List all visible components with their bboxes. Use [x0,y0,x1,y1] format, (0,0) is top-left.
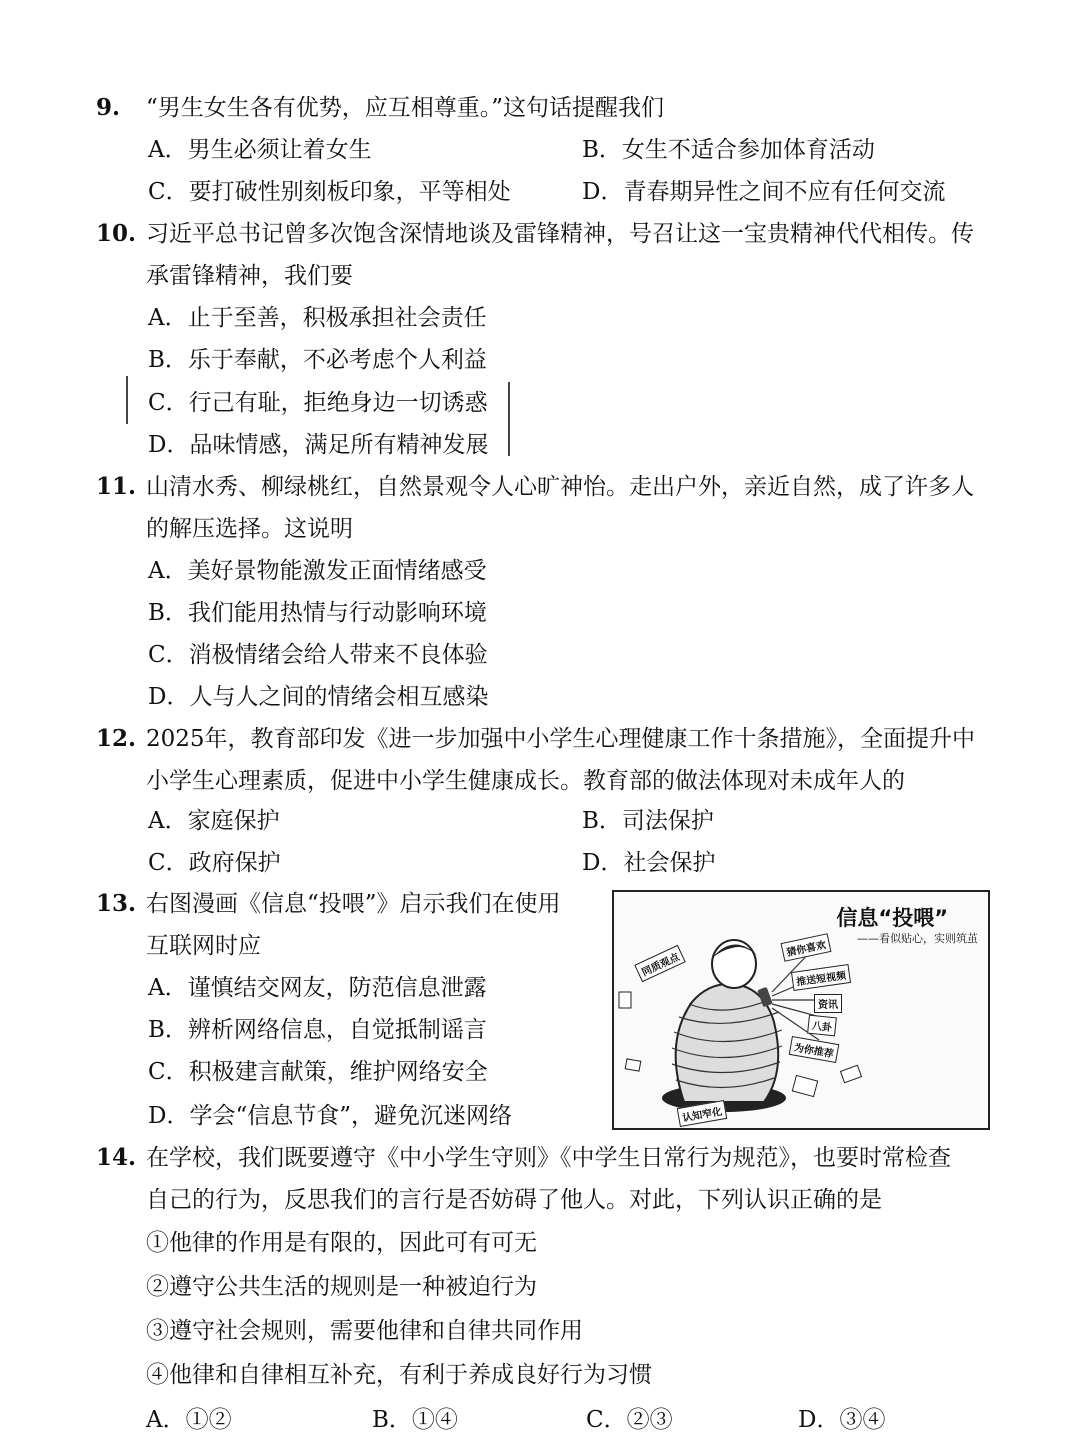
question-9-number: 9. [96,94,121,121]
question-10-stem-line-1: 习近平总书记曾多次饱含深情地谈及雷锋精神，号召让这一宝贵精神代代相传。传 [146,221,974,247]
question-10-option-b: B．乐于奉献，不必考虑个人利益 [148,347,487,373]
question-14-statement-2: ②遵守公共生活的规则是一种被迫行为 [146,1274,537,1300]
comic-tag-homogeneous-views: 同质观点 [634,945,686,983]
comic-tag-news: 资讯 [814,994,842,1013]
question-10-option-c: C．行己有耻，拒绝身边一切诱惑 [148,390,488,416]
question-12-option-a: A．家庭保护 [148,808,280,834]
question-9-option-d: D．青春期异性之间不应有任何交流 [582,179,946,205]
question-13-stem-line-1: 右图漫画《信息“投喂”》启示我们在使用 [146,891,561,917]
question-11-stem-line-1: 山清水秀、柳绿桃红，自然景观令人心旷神怡。走出户外，亲近自然，成了许多人 [146,474,974,500]
scan-margin-mark-right [508,382,510,456]
question-10-number: 10. [96,220,137,247]
question-9-option-a: A．男生必须让着女生 [148,137,372,163]
question-14-stem-line-1: 在学校，我们既要遵守《中小学生守则》《中学生日常行为规范》，也要时常检查 [146,1145,951,1171]
question-13-stem-line-2: 互联网时应 [146,933,261,959]
question-14-stem-line-2: 自己的行为，反思我们的言行是否妨碍了他人。对此，下列认识正确的是 [146,1187,882,1213]
question-10-stem-line-2: 承雷锋精神，我们要 [146,263,353,289]
comic-tag-guess-you-like: 猜你喜欢 [781,933,832,962]
question-10-option-d: D．品味情感，满足所有精神发展 [148,432,489,458]
question-14-statement-1: ①他律的作用是有限的，因此可有可无 [146,1230,537,1256]
question-14-statement-4: ④他律和自律相互补充，有利于养成良好行为习惯 [146,1362,652,1388]
comic-tag-recommended: 为你推荐 [789,1036,840,1063]
comic-subtitle: ——看似贴心，实则筑茧 [857,932,978,945]
comic-tag-gossip: 八卦 [807,1015,837,1037]
question-14-option-b: B．①④ [372,1407,458,1433]
question-12-stem-line-2: 小学生心理素质，促进中小学生健康成长。教育部的做法体现对未成年人的 [146,768,905,794]
question-11-option-c: C．消极情绪会给人带来不良体验 [148,642,488,668]
question-10-option-a: A．止于至善，积极承担社会责任 [148,305,487,331]
question-13-option-b: B．辨析网络信息，自觉抵制谣言 [148,1017,487,1043]
comic-title: 信息“投喂” [836,906,948,930]
question-9-option-c: C．要打破性别刻板印象，平等相处 [148,179,511,205]
question-13-option-c: C．积极建言献策，维护网络安全 [148,1059,488,1085]
question-12-option-d: D．社会保护 [582,850,716,876]
question-14-option-c: C．②③ [586,1407,673,1433]
question-14-option-d: D．③④ [798,1407,886,1433]
question-13-option-a: A．谨慎结交网友，防范信息泄露 [148,975,487,1001]
question-13-number: 13. [96,890,137,917]
question-12-option-b: B．司法保护 [582,808,714,834]
comic-tag-short-video: 推送短视频 [791,964,851,991]
question-14-statement-3: ③遵守社会规则，需要他律和自律共同作用 [146,1318,583,1344]
question-14-number: 14. [96,1144,137,1171]
question-14-option-a: A．①② [146,1407,232,1433]
comic-information-feeding [612,890,990,1130]
question-9-stem: “男生女生各有优势，应互相尊重。”这句话提醒我们 [146,95,665,121]
question-11-stem-line-2: 的解压选择。这说明 [146,516,353,542]
question-11-option-b: B．我们能用热情与行动影响环境 [148,600,487,626]
question-12-option-c: C．政府保护 [148,850,281,876]
question-12-stem-line-1: 2025年，教育部印发《进一步加强中小学生心理健康工作十条措施》，全面提升中 [146,726,976,752]
question-13-option-d: D．学会“信息节食”，避免沉迷网络 [148,1103,512,1129]
question-12-number: 12. [96,725,137,752]
question-11-number: 11. [96,473,137,500]
question-11-option-d: D．人与人之间的情绪会相互感染 [148,684,489,710]
scan-margin-mark-left [126,376,128,424]
question-9-option-b: B．女生不适合参加体育活动 [582,137,875,163]
question-11-option-a: A．美好景物能激发正面情绪感受 [148,558,487,584]
comic-tag-cognitive-narrowing: 认知窄化 [677,1100,728,1127]
